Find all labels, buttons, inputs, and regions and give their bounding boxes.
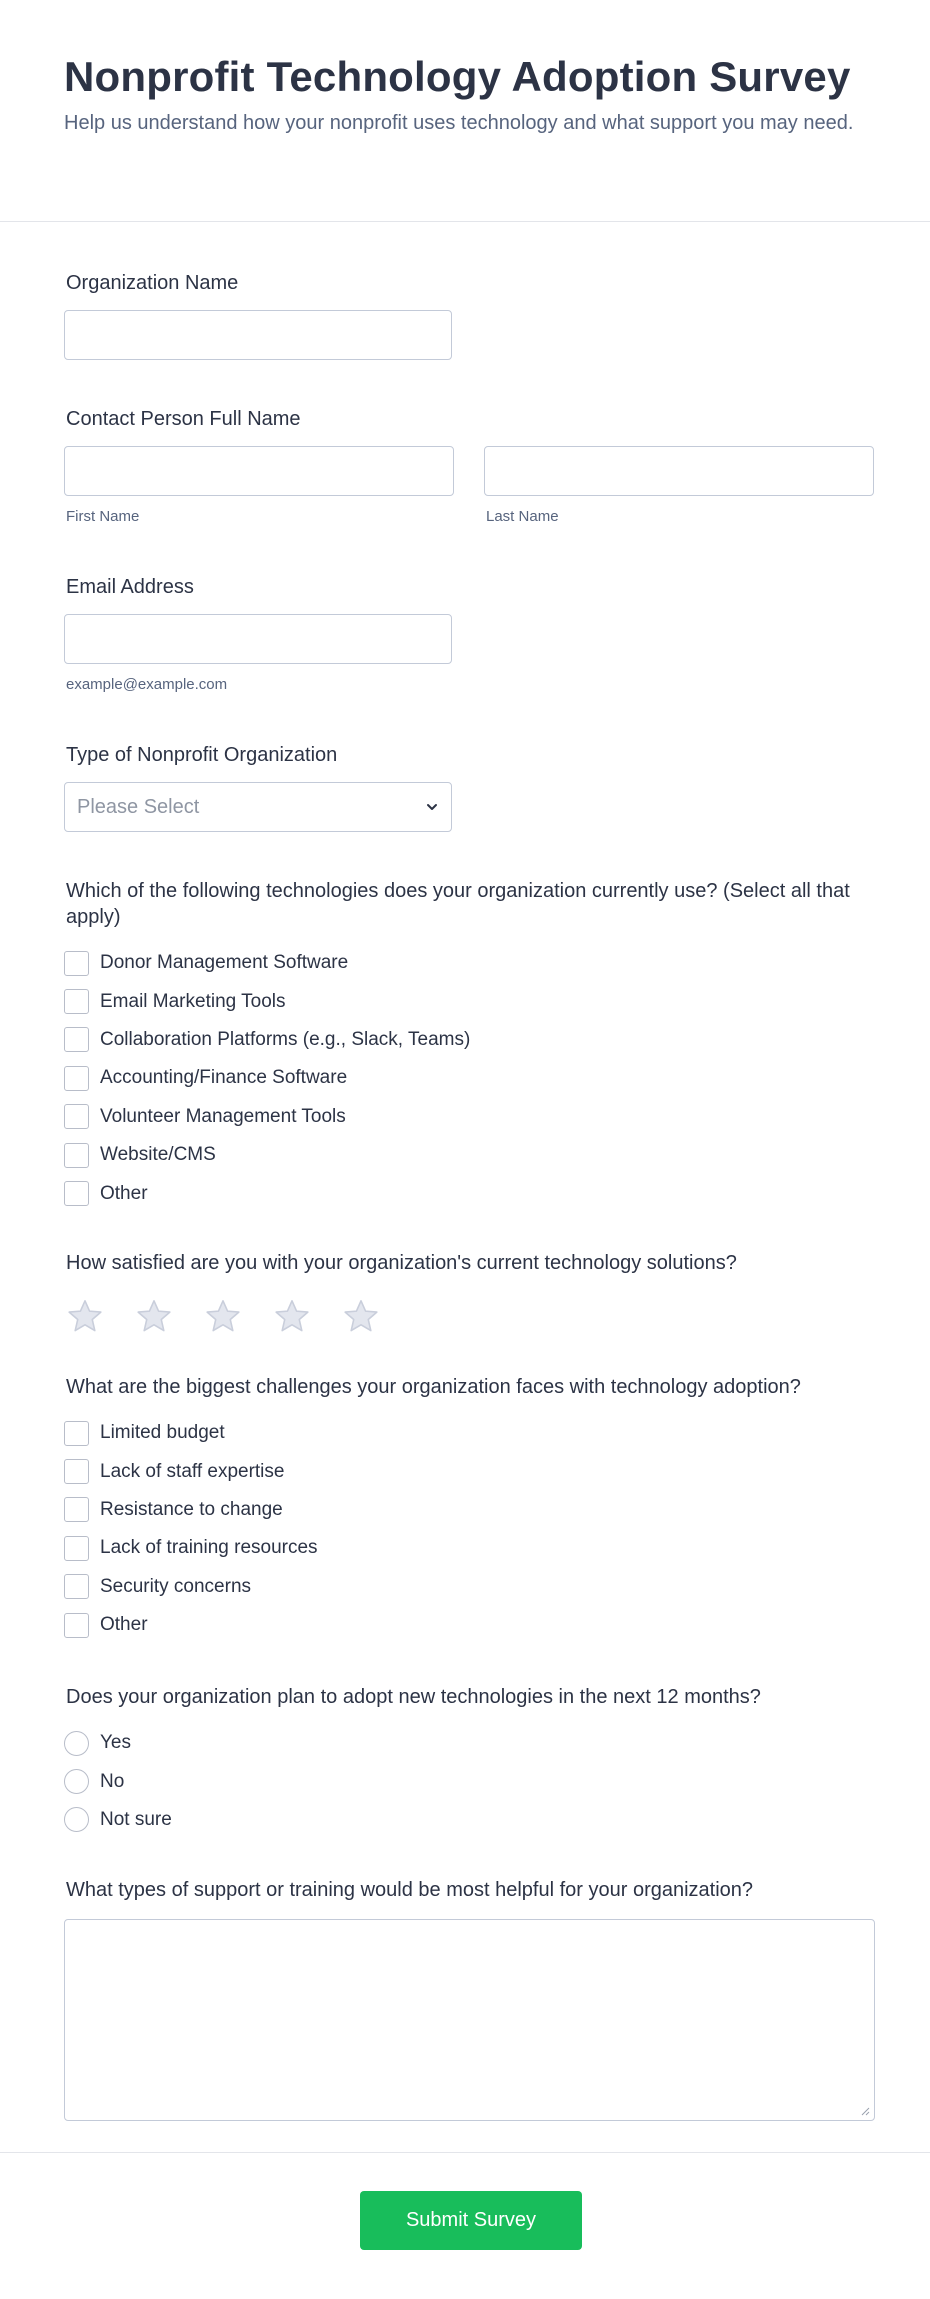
- option-label: Lack of training resources: [100, 1537, 318, 1559]
- last-name-sublabel: Last Name: [486, 508, 559, 525]
- checkbox-option[interactable]: [64, 1606, 894, 1644]
- org-type-field: [64, 742, 452, 832]
- star-icon[interactable]: [273, 1298, 311, 1336]
- option-label: No: [100, 1770, 125, 1792]
- checkbox-option[interactable]: [64, 1098, 884, 1136]
- checkbox[interactable]: [64, 1143, 89, 1168]
- first-name-input[interactable]: [64, 446, 454, 496]
- checkbox-option[interactable]: [64, 1059, 884, 1097]
- star-icon[interactable]: [66, 1298, 104, 1336]
- checkbox-option[interactable]: [64, 1021, 884, 1059]
- organization-name-field: [64, 270, 452, 360]
- checkbox[interactable]: [64, 1181, 89, 1206]
- option-label: Email Marketing Tools: [100, 990, 286, 1012]
- radio-button[interactable]: [64, 1731, 89, 1756]
- option-label: Other: [100, 1614, 148, 1636]
- option-label: Security concerns: [100, 1575, 252, 1597]
- radio-button[interactable]: [64, 1769, 89, 1794]
- checkbox-option[interactable]: [64, 1414, 894, 1452]
- satisfaction-label: How satisfied are you with your organization's current technology solutions?: [66, 1252, 737, 1274]
- form-header: [0, 0, 930, 222]
- name-row: [64, 446, 875, 525]
- form-subtitle: Help us understand how your nonprofit uses technology and what support you may need.: [64, 112, 854, 134]
- submit-button[interactable]: Submit Survey: [360, 2191, 582, 2250]
- radio-option[interactable]: [64, 1801, 884, 1839]
- support-label: What types of support or training would be most helpful for your organization?: [66, 1879, 754, 1901]
- challenges-options: [64, 1414, 894, 1644]
- radio-option[interactable]: [64, 1762, 884, 1800]
- option-label: Donor Management Software: [100, 952, 349, 974]
- plans-label: Does your organization plan to adopt new technologies in the next 12 months?: [66, 1686, 761, 1708]
- option-label: Volunteer Management Tools: [100, 1105, 346, 1127]
- checkbox-option[interactable]: [64, 944, 884, 982]
- organization-name-label: Organization Name: [66, 272, 239, 294]
- technologies-label: Which of the following technologies does your organization currently use? (Select all that apply): [66, 880, 850, 928]
- checkbox[interactable]: [64, 1613, 89, 1638]
- checkbox-option[interactable]: [64, 1568, 894, 1606]
- radio-button[interactable]: [64, 1807, 89, 1832]
- checkbox-option[interactable]: [64, 982, 884, 1020]
- star-icon[interactable]: [204, 1298, 242, 1336]
- option-label: Yes: [100, 1732, 131, 1754]
- option-label: Resistance to change: [100, 1498, 283, 1520]
- option-label: Lack of staff expertise: [100, 1460, 285, 1482]
- checkbox[interactable]: [64, 989, 89, 1014]
- support-textarea[interactable]: [64, 1919, 875, 2121]
- checkbox[interactable]: [64, 1574, 89, 1599]
- contact-person-field: [64, 406, 875, 525]
- star-rating: [64, 1298, 884, 1336]
- plans-field: [64, 1684, 884, 1839]
- checkbox[interactable]: [64, 1459, 89, 1484]
- org-type-select[interactable]: [64, 782, 452, 832]
- organization-name-input[interactable]: [64, 310, 452, 360]
- email-sublabel: example@example.com: [66, 676, 228, 693]
- org-type-label: Type of Nonprofit Organization: [66, 744, 338, 766]
- technologies-field: [64, 878, 884, 1213]
- option-label: Limited budget: [100, 1422, 225, 1444]
- radio-option[interactable]: [64, 1724, 884, 1762]
- chevron-down-icon: [425, 800, 439, 814]
- form-title: Nonprofit Technology Adoption Survey: [64, 53, 851, 100]
- challenges-label: What are the biggest challenges your organization faces with technology adoption?: [66, 1376, 801, 1398]
- last-name-input[interactable]: [484, 446, 874, 496]
- support-field: [64, 1877, 875, 2121]
- checkbox[interactable]: [64, 1536, 89, 1561]
- satisfaction-field: [64, 1250, 884, 1336]
- star-icon[interactable]: [135, 1298, 173, 1336]
- checkbox[interactable]: [64, 1104, 89, 1129]
- checkbox-option[interactable]: [64, 1491, 894, 1529]
- option-label: Not sure: [100, 1808, 172, 1830]
- challenges-field: [64, 1374, 894, 1644]
- plans-options: [64, 1724, 884, 1839]
- checkbox[interactable]: [64, 1027, 89, 1052]
- email-field: [64, 574, 452, 693]
- last-name-column: [484, 446, 874, 525]
- email-label: Email Address: [66, 576, 194, 598]
- option-label: Accounting/Finance Software: [100, 1067, 348, 1089]
- technologies-options: [64, 944, 884, 1213]
- checkbox[interactable]: [64, 951, 89, 976]
- first-name-column: [64, 446, 454, 525]
- org-type-selected-value: Please Select: [77, 795, 200, 818]
- checkbox-option[interactable]: [64, 1136, 884, 1174]
- checkbox-option[interactable]: [64, 1529, 894, 1567]
- checkbox-option[interactable]: [64, 1174, 884, 1212]
- form-footer: [0, 2152, 930, 2299]
- checkbox-option[interactable]: [64, 1452, 894, 1490]
- checkbox[interactable]: [64, 1421, 89, 1446]
- checkbox[interactable]: [64, 1066, 89, 1091]
- first-name-sublabel: First Name: [66, 508, 140, 525]
- option-label: Collaboration Platforms (e.g., Slack, Teams): [100, 1028, 471, 1050]
- resize-grip-icon[interactable]: [861, 2107, 870, 2116]
- checkbox[interactable]: [64, 1497, 89, 1522]
- option-label: Website/CMS: [100, 1144, 216, 1166]
- email-input[interactable]: [64, 614, 452, 664]
- contact-person-label: Contact Person Full Name: [66, 408, 301, 430]
- star-icon[interactable]: [342, 1298, 380, 1336]
- option-label: Other: [100, 1182, 148, 1204]
